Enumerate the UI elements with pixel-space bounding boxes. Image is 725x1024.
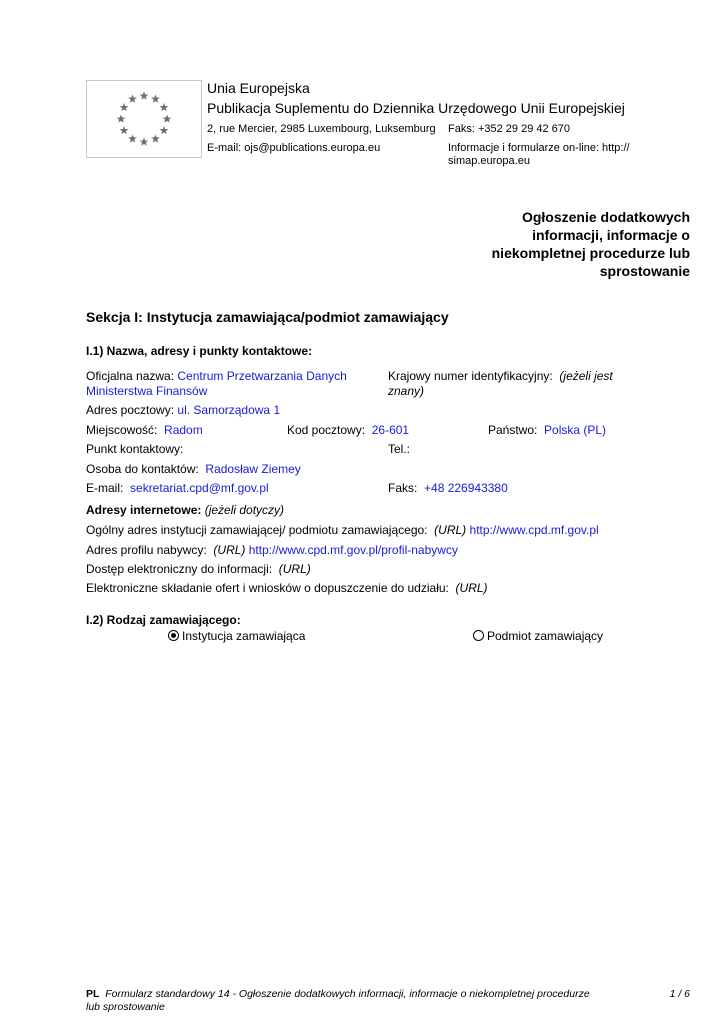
postal-address-value: ul. Samorządowa 1 [177,403,281,417]
buyer-profile-field [86,543,458,558]
org-online [448,142,630,168]
eu-star-icon [160,126,169,134]
general-address-link[interactable]: http://www.cpd.mf.gov.pl [469,523,599,537]
official-name-value-line1: Centrum Przetwarzania Danych [177,369,347,383]
contact-person-value: Radosław Ziemey [205,462,301,476]
postcode-field [287,423,409,438]
electronic-submission-label: Elektroniczne składanie ofert i wniosków o dopuszczenie do udziału: [86,581,449,595]
buyer-profile-link[interactable]: http://www.cpd.mf.gov.pl/profil-nabywcy [248,543,458,557]
official-name-label: Oficjalna nazwa: [86,369,175,383]
internet-addresses-note: (jeżeli dotyczy) [204,503,285,517]
eu-star-icon [128,134,137,142]
eu-star-icon [160,103,169,111]
electronic-access-field [86,562,311,577]
city-value: Radom [164,423,203,437]
postal-address-label: Adres pocztowy: [86,403,175,417]
official-name-field [86,369,376,399]
document-title-line1: Ogłoszenie dodatkowych [521,209,690,225]
postcode-value: 26-601 [371,423,410,437]
publication-name: Publikacja Suplementu do Dziennika Urzędowego Unii Europejskiej [207,100,625,116]
eu-star-icon [140,137,149,145]
internet-addresses-label: Adresy internetowe: [86,503,202,517]
general-address-field [86,523,599,538]
eu-star-icon [163,114,172,122]
eu-star-icon [140,91,149,99]
footer-language: PL [86,988,100,1000]
national-id-label: Krajowy numer identyfikacyjny: [388,369,553,383]
buyer-profile-url-tag: (URL) [213,543,246,557]
document-title-line4: sprostowanie [599,263,690,279]
city-label: Miejscowość: [86,423,158,437]
general-address-label: Ogólny adres instytucji zamawiającej/ podmiotu zamawiającego: [86,523,428,537]
page-footer [86,988,596,1014]
electronic-submission-field [86,581,488,596]
postal-address-field [86,403,280,418]
footer-form-name: Formularz standardowy 14 - Ogłoszenie dodatkowych informacji, informacje o niekompletnej procedurze lub sprostowanie [86,988,590,1013]
tel-label: Tel.: [388,442,411,456]
eu-star-icon [151,134,160,142]
country-field [488,423,606,438]
option-contracting-authority[interactable] [168,629,305,644]
org-online-line1: Informacje i formularze on-line: http:// [448,142,630,154]
general-address-url-tag: (URL) [434,523,467,537]
document-title-line3: niekompletnej procedurze lub [491,245,690,261]
eu-star-icon [128,94,137,102]
document-title [470,208,690,280]
postcode-label: Kod pocztowy: [287,423,366,437]
country-value: Polska (PL) [544,423,607,437]
subsection-title-type: I.2) Rodzaj zamawiającego: [86,613,241,627]
electronic-submission-url-tag: (URL) [455,581,488,595]
option-contracting-authority-label: Instytucja zamawiająca [182,629,306,643]
option-contracting-entity-label: Podmiot zamawiający [487,629,604,643]
city-field [86,423,203,438]
eu-star-icon [120,103,129,111]
email-value[interactable]: sekretariat.cpd@mf.gov.pl [130,481,269,495]
email-field [86,481,269,496]
contact-person-field [86,462,301,477]
org-name: Unia Europejska [207,80,310,96]
contact-point-label: Punkt kontaktowy: [86,442,184,456]
electronic-access-label: Dostęp elektroniczny do informacji: [86,562,273,576]
fax-value: +48 226943380 [424,481,508,495]
org-email: E-mail: ojs@publications.europa.eu [207,142,381,154]
official-name-value-line2: Ministerstwa Finansów [86,384,208,398]
document-title-line2: informacji, informacje o [532,227,690,243]
eu-star-icon [151,94,160,102]
section-title: Sekcja I: Instytucja zamawiająca/podmiot zamawiający [86,309,449,325]
fax-field [388,481,508,496]
subsection-title-contacts: I.1) Nazwa, adresy i punkty kontaktowe: [86,344,313,358]
electronic-access-url-tag: (URL) [278,562,311,576]
country-label: Państwo: [488,423,538,437]
internet-addresses-heading [86,503,284,518]
page-number: 1 / 6 [669,988,690,1000]
eu-flag-logo [86,80,202,158]
contact-person-label: Osoba do kontaktów: [86,462,199,476]
email-label: E-mail: [86,481,124,495]
org-address: 2, rue Mercier, 2985 Luxembourg, Luksemburg [207,123,436,135]
eu-stars-circle-icon [87,81,201,157]
option-contracting-entity[interactable] [473,629,603,644]
org-online-line2: simap.europa.eu [448,155,530,167]
org-fax: Faks: +352 29 29 42 670 [448,123,571,135]
radio-unselected-icon[interactable] [473,630,484,641]
national-id-note-1: (jeżeli jest [559,369,613,383]
radio-selected-icon[interactable] [168,630,179,641]
national-id-note-2: znany) [388,384,425,398]
eu-star-icon [120,126,129,134]
eu-star-icon [117,114,126,122]
national-id-field [388,369,638,399]
fax-label: Faks: [388,481,418,495]
buyer-profile-label: Adres profilu nabywcy: [86,543,207,557]
